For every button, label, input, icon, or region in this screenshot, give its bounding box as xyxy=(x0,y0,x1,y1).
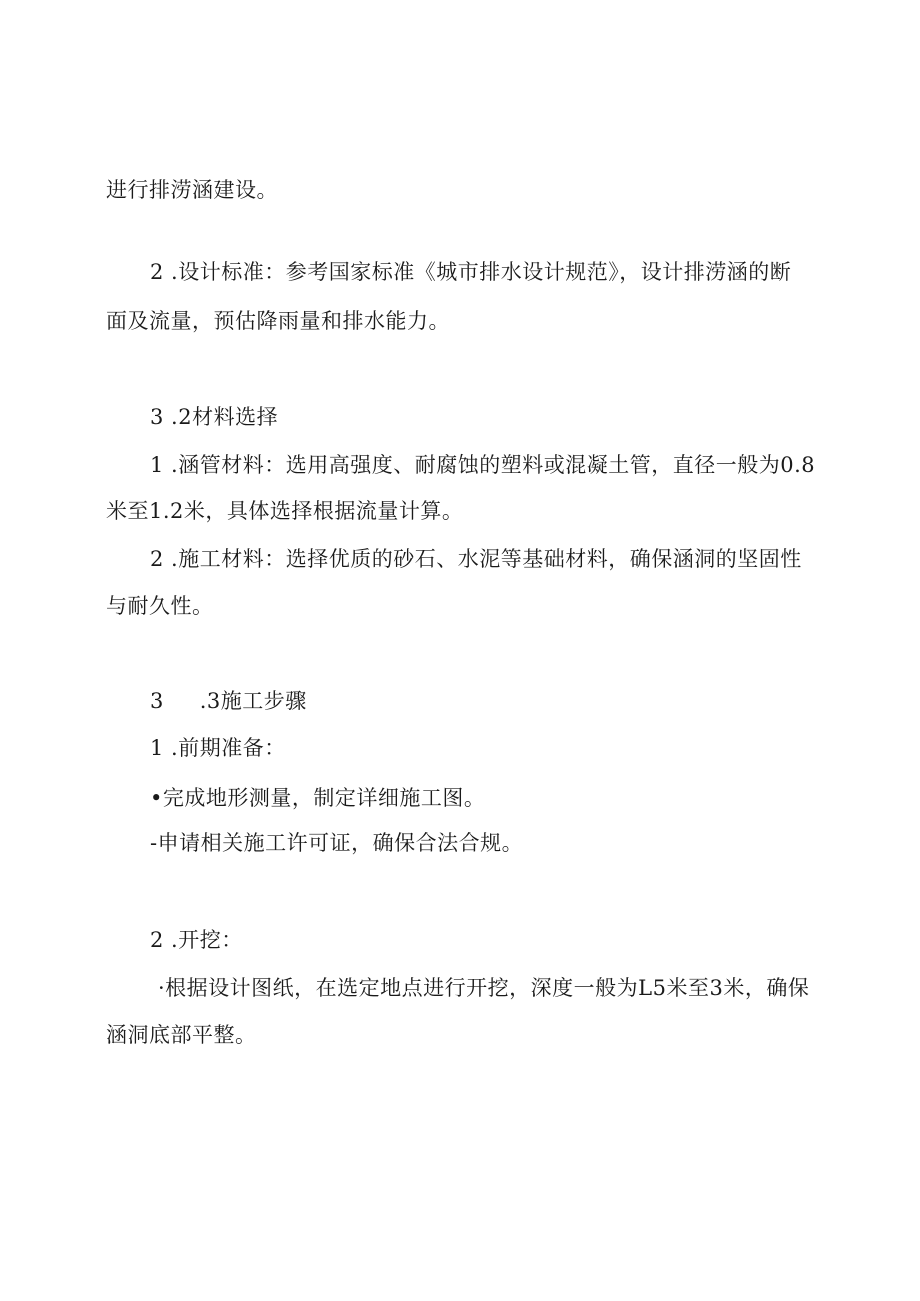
section-heading: 3 .2材料选择 xyxy=(150,405,279,429)
list-item: ·根据设计图纸，在选定地点进行开挖，深度一般为L5米至3米，确保 xyxy=(158,976,810,1000)
paragraph-line: 与耐久性。 xyxy=(106,594,214,618)
list-item: •完成地形测量，制定详细施工图。 xyxy=(150,786,486,810)
paragraph-line: 1 .涵管材料：选用高强度、耐腐蚀的塑料或混凝土管，直径一般为0.8 xyxy=(150,453,816,477)
section-heading: 3 .3施工步骤 xyxy=(150,689,307,713)
paragraph-line: 米至1.2米，具体选择根据流量计算。 xyxy=(106,499,464,523)
paragraph-line: 2 .开挖： xyxy=(150,928,243,952)
paragraph-line: 1 .前期准备： xyxy=(150,736,286,760)
paragraph-line: 进行排涝涵建设。 xyxy=(106,178,278,202)
paragraph-line: 面及流量，预估降雨量和排水能力。 xyxy=(106,309,450,333)
paragraph-line: 2 .设计标准：参考国家标准《城市排水设计规范》，设计排涝涵的断 xyxy=(150,260,792,284)
paragraph-line: 2 .施工材料：选择优质的砂石、水泥等基础材料，确保涵洞的坚固性 xyxy=(150,547,802,571)
list-item: -申请相关施工许可证，确保合法合规。 xyxy=(150,831,524,855)
paragraph-line: 涵洞底部平整。 xyxy=(106,1023,257,1047)
